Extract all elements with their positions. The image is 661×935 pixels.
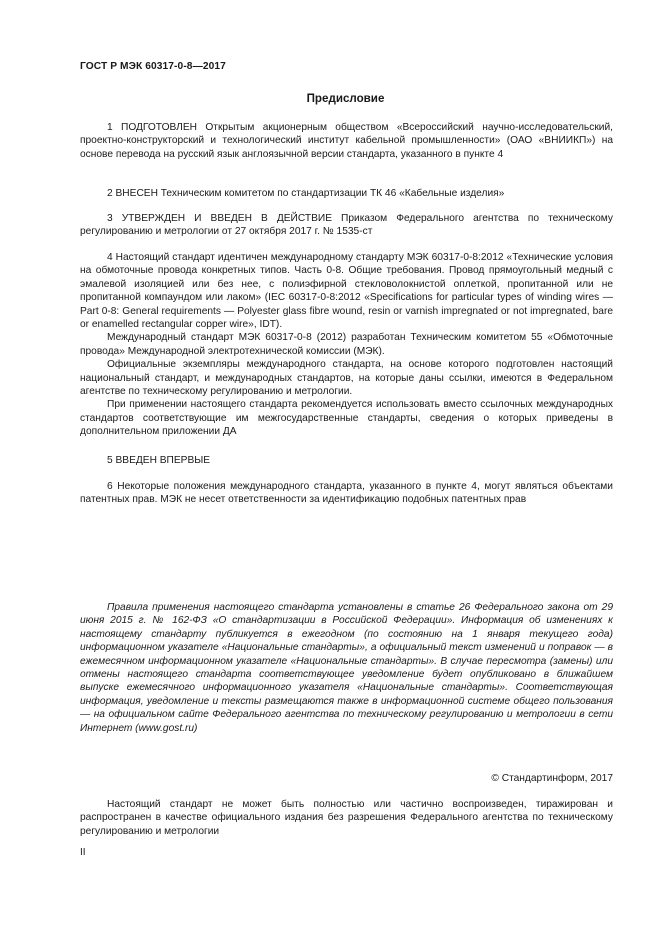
page-title: Предисловие — [306, 92, 385, 105]
foreword-item-1-text: 1 ПОДГОТОВЛЕН Открытым акционерным обществом «Всероссийский научно-исследовательский, проектно-конструкторский и технологический институт кабельной промышленности» (ОАО «ВНИИКП») на основе перевода на русский язык англоязычной версии стандарта, указанного в пункте 4 — [80, 122, 613, 160]
foreword-item-2-text: 2 ВНЕСЕН Техническим комитетом по стандартизации ТК 46 «Кабельные изделия» — [107, 188, 505, 199]
standard-code-header: ГОСТ Р МЭК 60317-0-8—2017 — [80, 61, 226, 72]
foreword-item-6-text: 6 Некоторые положения международного стандарта, указанного в пункте 4, могут являться объектами патентных прав. МЭК не несет ответственности за идентификацию подобных патентных прав — [80, 481, 613, 506]
foreword-item-2 — [80, 187, 613, 200]
foreword-item-4-origin: Международный стандарт МЭК 60317-0-8 (2012) разработан Техническим комитетом 55 «Обмоточные провода» Международной электротехнической комиссии (МЭК). — [80, 332, 613, 357]
application-rules-notice-text: Правила применения настоящего стандарта установлены в статье 26 Федерального закона от 29 июня 2015 г. № 162-ФЗ «О стандартизации в Российской Федерации». Информация об изменениях к настоящему стандарту публикуется в ежегодном (по состоянию на 1 января текущего года) информационном указателе «Национальные стандарты», а официальный текст изменений и поправок — в ежемесячном информационном указателе «Национальные стандарты». В случае пересмотра (замены) или отмены настоящего стандарта соответствующее уведомление будет опубликовано в ближайшем выпуске ежемесячного информационного указателя «Национальные стандарты». Соответствующая информация, уведомление и тексты размещаются также в информационной системе общего пользования — на официальном сайте Федерального агентства по техническому регулированию и метрологии в сети Интернет (www.gost.ru) — [80, 602, 613, 734]
foreword-item-3 — [80, 212, 613, 239]
application-rules-notice — [80, 601, 613, 735]
foreword-item-4-copies: Официальные экземпляры международного стандарта, на основе которого подготовлен настоящий национальный стандарт, и международных стандартов, на которые даны ссылки, имеются в Федеральном агентстве по техническому регулированию и метрологии. — [80, 359, 613, 398]
page-number: II — [80, 847, 86, 858]
copyright-line: © Стандартинформ, 2017 — [491, 773, 613, 784]
foreword-item-6 — [80, 480, 613, 507]
foreword-item-1 — [80, 121, 613, 161]
foreword-item-4-usage: При применении настоящего стандарта рекомендуется использовать вместо ссылочных международных стандартов соответствующие им межгосударственные стандарты, сведения о которых приведены в дополнительном приложении ДА — [80, 399, 613, 438]
reproduction-notice — [80, 798, 613, 838]
reproduction-notice-text: Настоящий стандарт не может быть полностью или частично воспроизведен, тиражирован и распространен в качестве официального издания без разрешения Федерального агентства по техническому регулированию и метрологии — [80, 799, 613, 837]
foreword-item-5-text: 5 ВВЕДЕН ВПЕРВЫЕ — [107, 455, 211, 466]
foreword-item-4 — [80, 251, 613, 439]
foreword-item-4-text: 4 Настоящий стандарт идентичен международному стандарту МЭК 60317-0-8:2012 «Технические условия на обмоточные провода конкретных типов. Часть 0-8. Общие требования. Провод прямоугольный медный с эмалевой изоляцией или без нее, с полиэфирной стекловолокнистой оплеткой, пропитанной или не пропитанной компаундом или лаком» (IEC 60317-0-8:2012 «Specifications for particular types of winding wires — Part 0-8: General requirements — Polyester glass fibre wound, resin or varnish impregnated or not impregnated, bare or enamelled rectangular copper wire», IDT). — [80, 252, 613, 331]
foreword-item-3-text: 3 УТВЕРЖДЕН И ВВЕДЕН В ДЕЙСТВИЕ Приказом Федерального агентства по техническому регулированию и метрологии от 27 октября 2017 г. № 1535-ст — [80, 213, 613, 238]
foreword-item-5 — [80, 454, 613, 467]
